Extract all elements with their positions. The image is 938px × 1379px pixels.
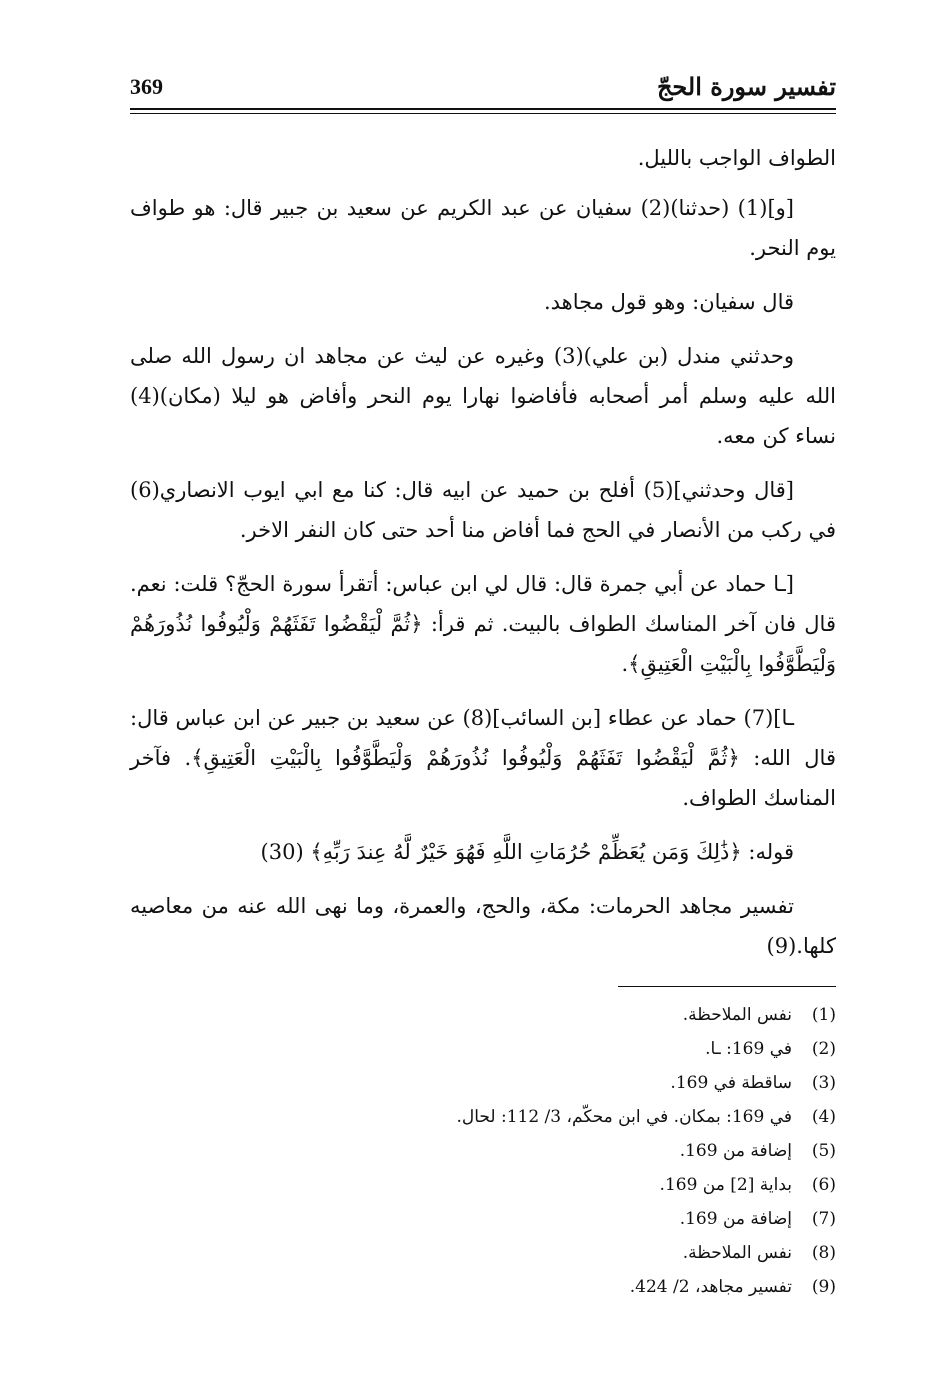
main-text (130, 138, 836, 980)
footnote (300, 1236, 836, 1270)
footnote-number: (9) (811, 1277, 836, 1297)
header-rule-thick (130, 108, 836, 110)
footnote (300, 1066, 836, 1100)
footnote-number: (6) (811, 1175, 836, 1195)
footnote-text: بداية [2] من 169. (659, 1175, 792, 1195)
running-title: تفسير سورة الحجّ (656, 72, 836, 101)
footnote (300, 998, 836, 1032)
footnote-text: في 169: بمكان. في ابن محكّم، 3/ 112: لحال. (456, 1107, 792, 1127)
footnote-text: نفس الملاحظة. (682, 1243, 792, 1263)
paragraph: الطواف الواجب بالليل. (637, 146, 836, 170)
footnote (300, 1270, 836, 1304)
page-header (130, 68, 836, 110)
footnote-number: (1) (811, 1005, 836, 1025)
footnote (300, 1100, 836, 1134)
footnote-text: تفسير مجاهد، 2/ 424. (629, 1277, 792, 1297)
footnote-number: (3) (811, 1073, 836, 1093)
page-number: 369 (130, 74, 163, 99)
footnote (300, 1168, 836, 1202)
footnote (300, 1202, 836, 1236)
footnote-text: إضافة من 169. (679, 1141, 792, 1161)
footnote (300, 1134, 836, 1168)
paragraph: [و](1) (حدثنا)(2) سفيان عن عبد الكريم عن سعيد بن جبير قال: هو طواف يوم النحر. (130, 196, 836, 260)
header-rule-thin (130, 113, 836, 114)
paragraph: [قال وحدثني](5) أفلح بن حميد عن ابيه قال: كنا مع ابي ايوب الانصاري(6) في ركب من الأنصار في الحج فما أفاض منا أحد حتى كان النفر الاخر. (130, 478, 836, 542)
footnote-separator (618, 986, 836, 987)
paragraph: تفسير مجاهد الحرمات: مكة، والحج، والعمرة، وما نهى الله عنه من معاصيه كلها.(9) (130, 894, 836, 958)
footnote (300, 1032, 836, 1066)
footnote-text: نفس الملاحظة. (682, 1005, 792, 1025)
paragraph: قال سفيان: وهو قول مجاهد. (543, 290, 794, 314)
footnote-number: (2) (811, 1039, 836, 1059)
footnote-number: (8) (811, 1243, 836, 1263)
footnote-number: (7) (811, 1209, 836, 1229)
footnote-number: (4) (811, 1107, 836, 1127)
footnotes (300, 998, 836, 1304)
footnote-text: ساقطة في 169. (670, 1073, 792, 1093)
footnote-text: في 169: ـا. (705, 1039, 792, 1059)
paragraph: [ـا حماد عن أبي جمرة قال: قال لي ابن عباس: أتقرأ سورة الحجّ؟ قلت: نعم. قال فان آخر المناسك الطواف بالبيت. ثم قرأ: ﴿ثُمَّ لْيَقْضُوا تَفَثَهُمْ وَلْيُوفُوا نُذُورَهُمْ وَلْيَطَّوَّفُوا بِالْبَيْتِ الْعَتِيقِ﴾. (130, 572, 836, 676)
footnote-number: (5) (811, 1141, 836, 1161)
footnote-text: إضافة من 169. (679, 1209, 792, 1229)
paragraph: وحدثني مندل (بن علي)(3) وغيره عن ليث عن مجاهد ان رسول الله صلى الله عليه وسلم أمر أصحابه فأفاضوا نهارا يوم النحر وأفاض هو ليلا (مكان)(4) نساء كن معه. (130, 344, 836, 448)
paragraph: ـا](7) حماد عن عطاء [بن السائب](8) عن سعيد بن جبير عن ابن عباس قال: قال الله: ﴿ثُمَّ لْيَقْضُوا تَفَثَهُمْ وَلْيُوفُوا نُذُورَهُمْ وَلْيَطَّوَّفُوا بِالْبَيْتِ الْعَتِيقِ﴾. فآخر المناسك الطواف. (130, 706, 836, 810)
paragraph: قوله: ﴿ذَٰلِكَ وَمَن يُعَظِّمْ حُرُمَاتِ اللَّهِ فَهُوَ خَيْرٌ لَّهُ عِندَ رَبِّهِ﴾ (30) (260, 840, 794, 864)
